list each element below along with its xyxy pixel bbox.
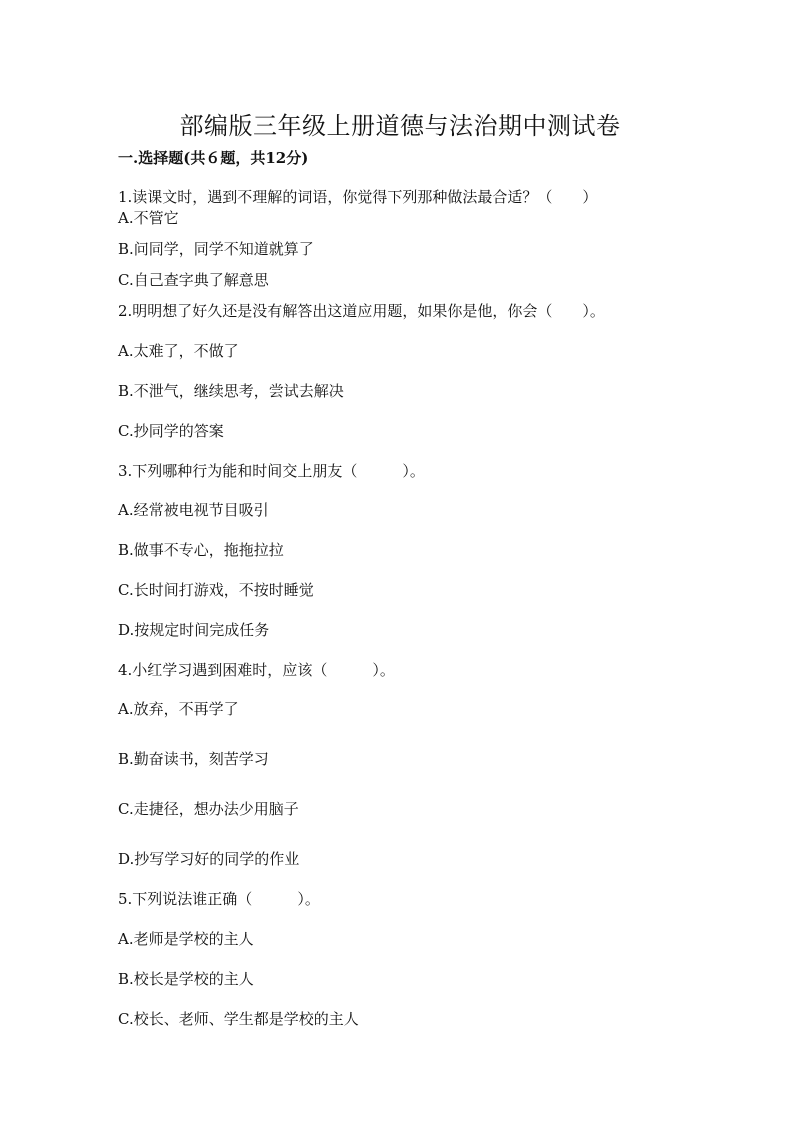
question-1-stem: 1.读课文时，遇到不理解的词语，你觉得下列那种做法最合适？（ ） xyxy=(118,188,598,206)
question-2-stem: 2.明明想了好久还是没有解答出这道应用题，如果你是他，你会（ ）。 xyxy=(118,302,605,320)
question-3-stem: 3.下列哪种行为能和时间交上朋友（ ）。 xyxy=(118,462,425,480)
question-4-option-d: D.抄写学习好的同学的作业 xyxy=(118,850,300,868)
question-1-option-b: B.问同学，同学不知道就算了 xyxy=(118,240,314,258)
question-4-option-a: A.放弃，不再学了 xyxy=(118,700,239,718)
question-4-option-c: C.走捷径，想办法少用脑子 xyxy=(118,800,299,818)
question-5-option-c: C.校长、老师、学生都是学校的主人 xyxy=(118,1010,359,1028)
question-5-option-a: A.老师是学校的主人 xyxy=(118,930,254,948)
question-3-option-d: D.按规定时间完成任务 xyxy=(118,621,270,639)
question-3-option-b: B.做事不专心，拖拖拉拉 xyxy=(118,541,284,559)
question-4-stem: 4.小红学习遇到困难时，应该（ ）。 xyxy=(118,661,395,679)
question-5-option-b: B.校长是学校的主人 xyxy=(118,970,254,988)
question-3-option-c: C.长时间打游戏，不按时睡觉 xyxy=(118,581,314,599)
section-heading: 一.选择题(共６题，共12分) xyxy=(118,149,309,167)
question-1-option-a: A.不管它 xyxy=(118,209,179,227)
question-5-stem: 5.下列说法谁正确（ ）。 xyxy=(118,890,320,908)
question-1-option-c: C.自己查字典了解意思 xyxy=(118,271,269,289)
page-title: 部编版三年级上册道德与法治期中测试卷 xyxy=(179,112,621,141)
question-2-option-c: C.抄同学的答案 xyxy=(118,422,224,440)
question-3-option-a: A.经常被电视节目吸引 xyxy=(118,501,269,519)
question-2-option-b: B.不泄气，继续思考，尝试去解决 xyxy=(118,382,344,400)
question-4-option-b: B.勤奋读书，刻苦学习 xyxy=(118,750,269,768)
question-2-option-a: A.太难了，不做了 xyxy=(118,342,239,360)
